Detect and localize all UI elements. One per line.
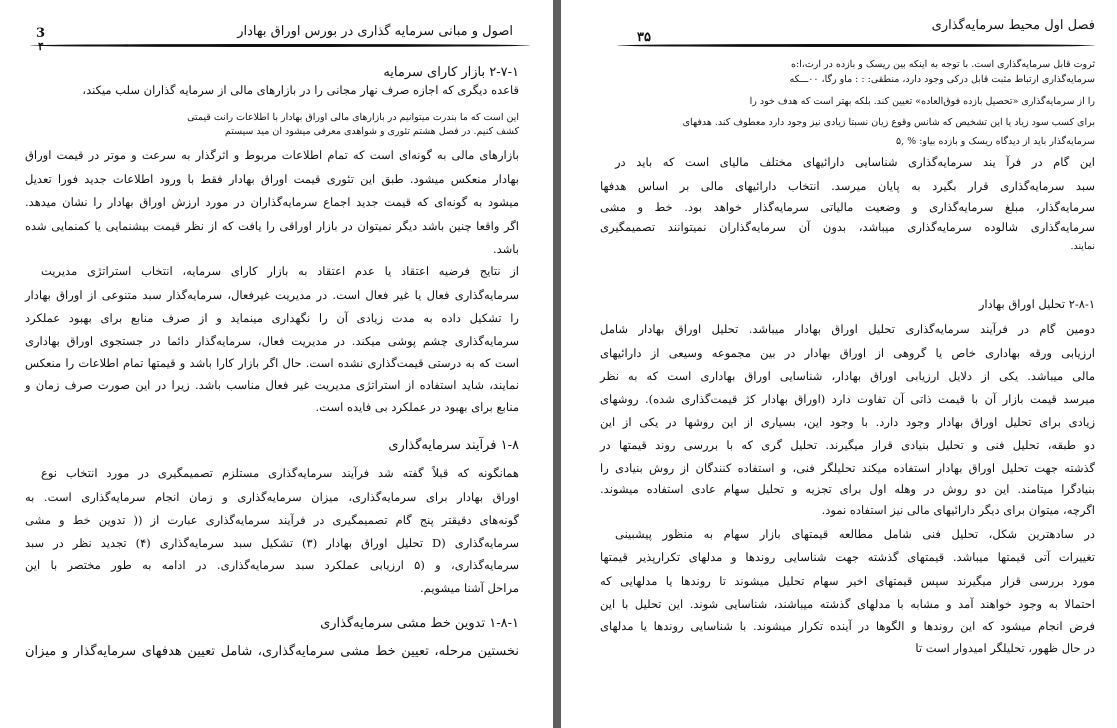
text-line: قاعده دیگری که اجازه صرف نهار مجانی را در بازارهای مالی از سرمایه گذاران سلب میکند، [82, 83, 519, 97]
text-line: باشد. [492, 242, 519, 256]
section-heading: ۱-۸-۱ تدوین خط مشی سرمایه‌گذاری [320, 616, 519, 631]
text-line: مالی میباشد. یکی از دلایل ارزیابی اوراق بهادار، شناسایی اوراق بهاداری است که به نظر [600, 369, 1095, 383]
text-line: سرمایه‌گذاری، و (۵ ارزیابی عملکرد سبد سرمایه‌گذاری. در ادامه به طور مختصر با این [25, 558, 519, 572]
text-line: در سادهترین شکل، تحلیل فنی شامل مطالعه قیمتهای بازار سهام به منظور پیشبینی [615, 527, 1095, 541]
text-line: سبد سرمایه‌گذاری قرار بگیرد به پایان میرسد. انتخاب دارائیهای مالی بر اساس هدفها [600, 179, 1095, 193]
text-line: ثروت قابل سرمایه‌گذاری است. با توجه به اینکه بین ریسک و بازده در ارت،ا:ه [790, 59, 1095, 70]
text-line: مراحل آشنا میشویم. [420, 581, 519, 595]
text-line: از نتایج فرضیه اعتقاد یا عدم اعتقاد به بازار کارای سرمایه، انتخاب استراتژی مدیریت [41, 264, 519, 278]
text-line: منابع برای بهبود در عملکرد بی فایده است. [315, 400, 519, 414]
text-line: این گام در فرآ یند سرمایه‌گذاری شناسایی دارائیهای مختلف مالیای است که باید در [615, 155, 1095, 169]
text-line: سرمایه‌گذار باید از دیدگاه ریسک و بازده بیاو: % ,۵ [896, 136, 1095, 147]
text-line: را تشکیل داده به مدت زیادی آن را نگهداری مینماید و از صرف منابع برای بهبود عملکرد [25, 311, 519, 325]
text-line: نمایند. [1070, 241, 1095, 252]
text-line: کشف کنیم. در فصل هشتم تئوری و شواهدی معرفی میشود ان مید سیستم [224, 126, 519, 137]
text-line: را از سرمایه‌گذاری «تحصیل بازده فوق‌العاده» تعیین کند. بلکه بهتر است که هدف خود را [749, 96, 1095, 107]
section-heading: ۲-۸-۱ تحلیل اوراق بهادار [978, 297, 1095, 311]
left-page [0, 0, 553, 728]
text-line: میرسد قیمت بازار آن با قیمت ذاتی آن تفاوت دارد (اوراق بهادار کژ قیمت‌گذاری شده). روشهای [600, 392, 1095, 406]
header-rule [617, 44, 1095, 47]
text-line: دو طبقه، تحلیل فنی و تحلیل بنیادی قرار میگیرند. تحلیل گری که با بررسی روند قیمتها در [600, 438, 1095, 452]
text-line: در حال ظهور، تحلیلگر امیدوار است تا [915, 641, 1095, 655]
right-page [561, 0, 1117, 728]
text-line: زیادی برای تحلیل اوراق بهادار وجود دارد. با وجود این، بسیاری از این روشها در یکی از این [600, 415, 1095, 429]
text-line: تغییرات آتی قیمتها میباشد. قیمتهای گذشته جهت شناسایی روندها و مدلهای تکرارپذیر قیمتها [600, 550, 1095, 564]
text-line: فرض انجام میشود که این روندها و الگوها در آینده تکرار میشوند. با شناسایی روندها یا مدلهای [600, 619, 1095, 633]
page-gutter [553, 0, 561, 728]
section-heading: ۲-۷-۱ بازار کارای سرمایه [383, 65, 519, 80]
page-number-persian: ۴ [38, 40, 44, 53]
text-line: گونه‌های دقیقتر پنج گام تصمیمگیری در فرآیند سرمایه‌گذاری عبارت از (( تدوین خط و مشی [25, 513, 519, 527]
text-line: سرمایه‌گذاری شالوده سرمایه‌گذاری میباشد، بدون آن سرمایه‌گذاران نمیتوانند تصمیمگیری [600, 220, 1095, 234]
text-line: ارزیابی ورقه بهاداری خاص یا گروهی از اوراق بهادار در بین مجموعه وسیعی از دارائیهای [600, 346, 1095, 360]
text-line: گذشته جهت تحلیل اوراق بهادار استفاده میکند تحلیلگر فنی، و استفاده کنندگان از روش بنیادی را [600, 461, 1095, 475]
text-line: احتمالا به وجود خواهند آمد و مشابه با مدلهای گذشته میباشند، شناسایی شوند. این تحلیل با این [600, 597, 1095, 611]
text-line: سرمایه‌گذار، مبلغ سرمایه‌گذاری و وضعیت مالیاتی سرمایه‌گذار خواهد بود. خط و مشی [600, 200, 1095, 214]
text-line: نخستین مرحله، تعیین خط مشی سرمایه‌گذاری، شامل تعیین هدفهای سرمایه‌گذار و میزان [25, 644, 519, 659]
text-line: برای کسب سود زیاد یا این تشخیص که شانس وقوع زیان نسبتا زیادی نیز وجود دارد معطوف کند. هدفهای [682, 117, 1095, 128]
running-header: اصول و مبانی سرمایه گذاری در بورس اوراق بهادار [237, 24, 513, 39]
page-number: 3 [36, 26, 46, 41]
text-line: مورد بررسی قرار میگیرند سپس قیمتهای اخیر سهام تحلیل میشوند تا روندها یا مدلهایی که [600, 574, 1095, 588]
text-line: سرمایه‌گذاری ارتباط مثبت قابل درکی وجود دارد، منطقی: : : ماو رگا، ۰۰ـــکه [789, 74, 1095, 85]
running-header: فصل اول محیط سرمایه‌گذاری [931, 18, 1095, 33]
text-line: اوراق بهادار برای سرمایه‌گذاری، میزان سرمایه‌گذاری و زمان انجام سرمایه‌گذاری است. به [25, 490, 519, 504]
text-line: بنیادگرا میتامند. این دو روش در وهله اول برای تجزیه و تحلیل سهام عادی استفاده میشوند. [600, 482, 1095, 496]
header-rule [30, 44, 530, 47]
text-line: بهادار منعکس میشود. طبق این تئوری قیمت اوراق بهادار فقط با ورود اطلاعات جدید فورا تعدیل [25, 172, 519, 186]
text-line: است که به درستی قیمت‌گذاری نشده است. حال اگر بازار کارا باشد و قیمتها تمام اطلاعات را منعکس [25, 356, 519, 370]
text-line: بازارهای مالی به گونه‌ای است که تمام اطلاعات مربوط و اثرگذار به سرعت و موتر در قیمت اوراق [25, 148, 519, 162]
text-line: سرمایه‌گذاری فعال یا غیر فعال است. در مدیریت غیرفعال، سرمایه‌گذار سبد متنوعی از اوراق بهادار [25, 288, 519, 302]
text-line: اگرچه، میتوان برای دیگر دارائیهای مالی نیز استفاده نمود. [821, 503, 1095, 517]
section-heading: ۱-۸ فرآیند سرمایه‌گذاری [388, 438, 519, 453]
page-number: ۳۵ [637, 30, 651, 45]
text-line: دومین گام در فرآیند سرمایه‌گذاری تحلیل اوراق بهادار میباشد. تحلیل اوراق بهادار شامل [600, 322, 1095, 336]
text-line: سرمایه‌گذاری (D تحلیل اوراق بهادار (۳) تشکیل سبد سرمایه‌گذاری (۴) تجدید نظر در سبد [25, 536, 519, 550]
text-line: اگر واقعا چنین باشد دیگر نمیتوان در بازار اوراقی را یافت که از نظر قیمت بیشنمایی یا کمنمایی شده [25, 219, 519, 233]
text-line: همانگونه که قبلاً گفته شد فرآیند سرمایه‌گذاری مستلزم تصمیمگیری در مورد انتخاب نوع [41, 466, 519, 480]
text-line: میشود به گونه‌ای که قیمت جدید اجماع سرمایه‌گذاران در مورد ارزش اوراق بهادار را نشان میدهد. [25, 195, 519, 209]
text-line: نمایند، شاید استفاده از استراتژی مدیریت غیر فعال مناسب باشد. زیرا در این صورت صرف زمان و [25, 378, 519, 392]
text-line: این است که ما بندرت میتوانیم در بازارهای مالی اوراق بهادار با اطلاعات رانت قیمتی [187, 112, 519, 123]
text-line: سرمایه‌گذاری چشم پوشی میکند. در مدیریت فعال، سرمایه‌گذار دائما در جستجوی اوراق بهاداری [25, 334, 519, 348]
